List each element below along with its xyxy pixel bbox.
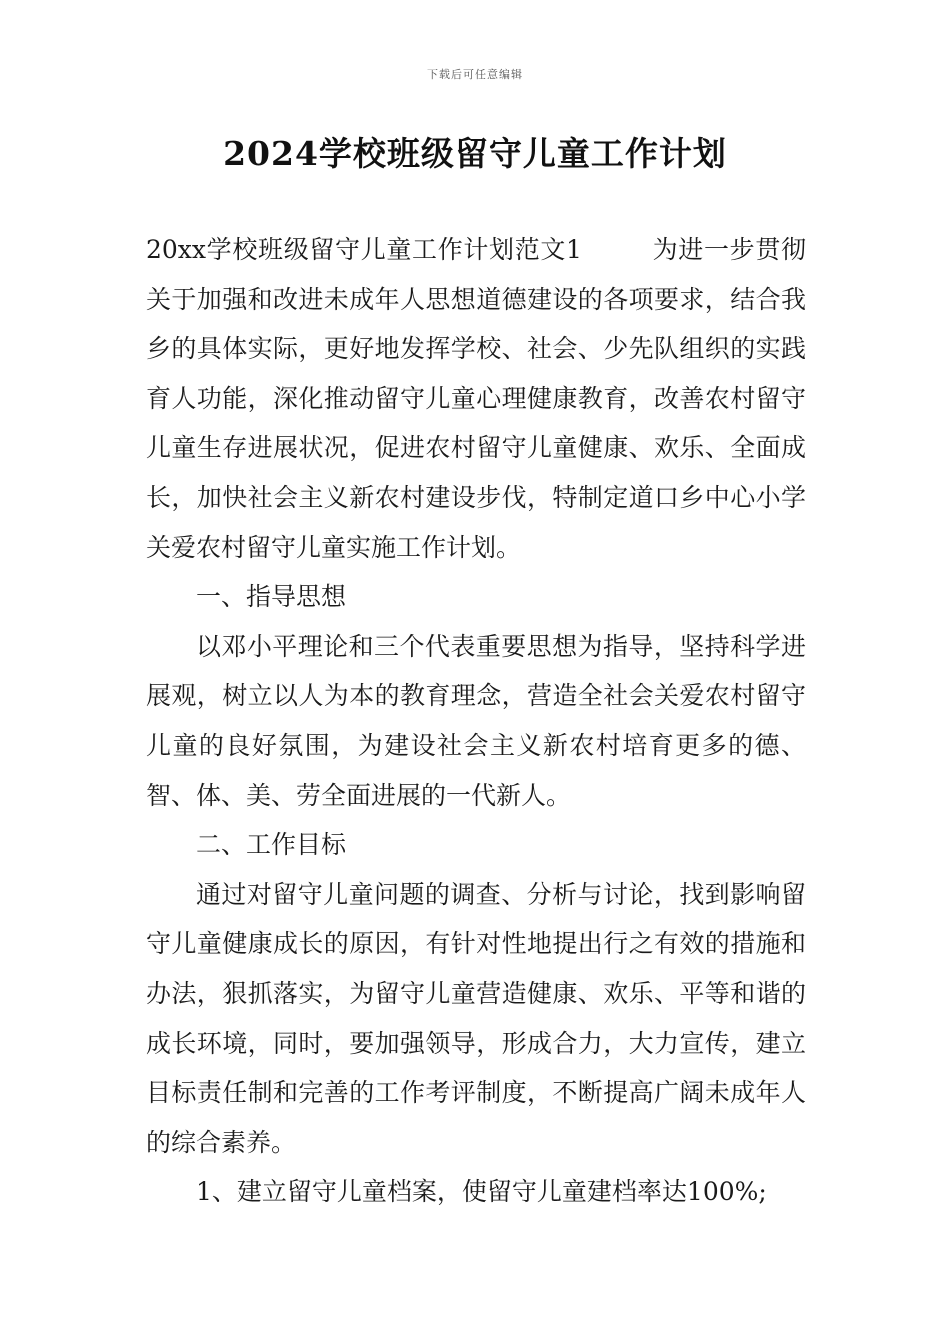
intro-label: 20xx学校班级留守儿童工作计划范文1	[146, 235, 582, 264]
document-body	[146, 225, 806, 1217]
section-heading-work-goals: 二、工作目标	[196, 830, 347, 860]
paragraph-guiding-ideology: 以邓小平理论和三个代表重要思想为指导，坚持科学进展观，树立以人为本的教育理念，营造全社会关爱农村留守儿童的良好氛围，为建设社会主义新农村培育更多的德、智、体、美、劳全面进展的一代新人。	[146, 631, 806, 810]
intro-text: 为进一步贯彻关于加强和改进未成年人思想道德建设的各项要求，结合我乡的具体实际，更好地发挥学校、社会、少先队组织的实践育人功能，深化推动留守儿童心理健康教育，改善农村留守儿童生存进展状况，促进农村留守儿童健康、欢乐、全面成长，加快社会主义新农村建设步伐，特制定道口乡中心小学关爱农村留守儿童实施工作计划。	[146, 235, 806, 562]
list-item-1: 1、建立留守儿童档案，使留守儿童建档率达100%;	[196, 1177, 767, 1207]
section-heading-guiding-ideology: 一、指导思想	[196, 582, 347, 612]
paragraph-work-goals: 通过对留守儿童问题的调查、分析与讨论，找到影响留守儿童健康成长的原因，有针对性地提出行之有效的措施和办法，狠抓落实，为留守儿童营造健康、欢乐、平等和谐的成长环境，同时，要加强领导，形成合力，大力宣传，建立目标责任制和完善的工作考评制度，不断提高广阔未成年人的综合素养。	[146, 879, 806, 1157]
document-title: 2024学校班级留守儿童工作计划	[223, 134, 727, 173]
page-header-note: 下载后可任意编辑	[427, 68, 523, 81]
intro-paragraph	[146, 225, 806, 572]
